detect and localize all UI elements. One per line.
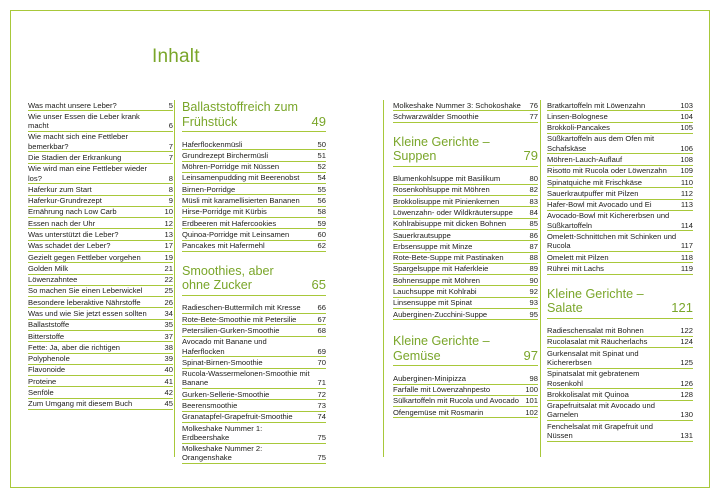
toc-entry-page: 21 [164,263,173,273]
toc-entry-page: 42 [164,387,173,397]
toc-entry-page: 84 [529,208,538,217]
toc-entry [547,134,693,155]
toc-entry-page: 122 [680,326,693,336]
toc-entry-title: Petersilien-Gurken-Smoothie [182,325,280,335]
toc-entry [182,218,326,229]
toc-entry [182,303,326,314]
toc-entry-page: 95 [529,309,538,319]
toc-entry [547,252,693,263]
toc-entry-title: Was macht unsere Leber? [28,100,117,110]
toc-entry [547,154,693,165]
toc-section [547,287,693,442]
toc-entry-title: Rote-Bete-Suppe mit Pastinaken [393,253,504,263]
toc-entry [547,166,693,177]
toc-entry [393,309,538,320]
toc-entry-title: Löwenzahntee [28,275,78,285]
toc-entry-page: 17 [164,241,173,251]
toc-entry [182,325,326,336]
toc-entry-title: Was und wie Sie jetzt essen sollten [28,308,147,318]
toc-entry-page: 8 [168,184,173,194]
toc-entry-title: Grapefruitsalat mit Avocado und Garnelen [547,401,655,420]
toc-entry-title: Molkeshake Nummer 3: Schokoshake [393,100,521,110]
toc-entry-page: 101 [525,396,538,406]
toc-entry-page: 117 [680,241,693,251]
toc-entry-title: Bitterstoffe [28,331,65,341]
page-title: Inhalt [152,46,200,67]
toc-entry [28,297,173,308]
toc-entry [182,337,326,358]
toc-entry-page: 52 [317,162,326,172]
toc-entry [28,331,173,342]
section-page-number: 121 [671,300,693,316]
toc-entry [547,188,693,199]
toc-entry-page: 106 [680,143,693,153]
column-divider [174,100,175,457]
toc-entry [547,389,693,400]
toc-entry [28,196,173,207]
toc-entry-page: 109 [680,166,693,176]
toc-entry-title: So machen Sie einen Leberwickel [28,286,143,296]
toc-entry-page: 69 [317,346,326,356]
toc-entry-page: 56 [317,196,326,205]
section-title: Kleine Gerichte – Suppen [393,134,490,164]
toc-entry [393,253,538,264]
toc-entry-title: Risotto mit Rucola oder Löwenzahn [547,166,667,176]
toc-entry-title: Brokkoli-Pancakes [547,123,610,133]
toc-entry-title: Avocado-Bowl mit Kichererbsen und Süßkartoffeln [547,211,670,230]
toc-entry-title: Fenchelsalat mit Grapefruit und Nüssen [547,421,653,441]
toc-entry [393,196,538,207]
toc-entry-page: 118 [680,252,693,262]
toc-entry-page: 37 [164,331,173,341]
toc-entry-title: Omelett mit Pilzen [547,252,609,262]
toc-entry [28,164,173,185]
toc-entry-title: Proteine [28,376,57,386]
toc-entry [28,286,173,297]
toc-entry-title: Spinatsalat mit gebratenem Rosenkohl [547,369,640,388]
toc-entry-title: Schwarzwälder Smoothie [393,111,479,121]
toc-entry [547,326,693,337]
toc-entry-page: 92 [529,286,538,296]
toc-entry [547,100,693,111]
toc-entry [182,162,326,173]
toc-entry-page: 5 [168,100,173,110]
toc-column-2 [182,100,326,464]
toc-entry [182,412,326,423]
toc-entry [182,150,326,161]
toc-column-3 [393,100,538,418]
toc-entry [28,308,173,319]
toc-entry-page: 13 [164,230,173,240]
toc-entry-page: 108 [680,155,693,165]
toc-entry-title: Rührei mit Lachs [547,263,604,273]
toc-entry-title: Die Stadien der Erkrankung [28,153,122,163]
toc-entry-title: Granatapfel-Grapefruit-Smoothie [182,412,293,422]
toc-entry [182,314,326,325]
toc-entry [393,373,538,384]
toc-entry [393,385,538,396]
toc-entry [393,100,538,111]
toc-entry-page: 26 [164,297,173,307]
toc-entry-page: 66 [317,303,326,313]
toc-entry-page: 71 [317,378,326,388]
toc-entry-title: Müsli mit karamellisierten Bananen [182,196,300,205]
toc-entry [28,320,173,331]
toc-entry-title: Gurkensalat mit Spinat und Kichererbsen [547,348,639,367]
toc-entry-page: 86 [529,230,538,240]
toc-entry [28,152,173,163]
toc-entry-page: 41 [164,376,173,386]
section-page-number: 97 [523,347,538,363]
toc-entry-page: 114 [680,220,693,230]
section-page-number: 65 [311,277,326,293]
toc-entry [182,195,326,206]
toc-entry [28,241,173,252]
toc-entry-page: 10 [164,207,173,217]
toc-entry-page: 9 [168,196,173,206]
toc-entry-page: 82 [529,185,538,195]
toc-entry-title: Radieschen-Buttermilch mit Kresse [182,303,301,313]
toc-entry [393,407,538,418]
toc-entry-title: Essen nach der Uhr [28,218,96,228]
toc-entry [182,444,326,465]
section-heading [393,334,538,366]
toc-entry-page: 88 [529,253,538,263]
toc-entry [547,123,693,134]
toc-entry-page: 73 [317,400,326,410]
toc-entry [28,365,173,376]
toc-entry-title: Wie unser Essen die Leber krank macht [28,111,140,131]
toc-entry [182,423,326,444]
toc-entry-title: Spinat-Birnen-Smoothie [182,357,263,367]
toc-entry-page: 76 [529,100,538,110]
toc-entry-page: 124 [680,337,693,347]
toc-entry-title: Molkeshake Nummer 1: Erdbeershake [182,423,263,442]
toc-entry [28,342,173,353]
section-title: Kleine Gerichte – Gemüse [393,334,490,363]
toc-entry-title: Polyphenole [28,354,70,364]
toc-entry-page: 19 [164,252,173,262]
toc-entry-title: Linsen-Bolognese [547,111,608,121]
toc-entry-page: 35 [164,320,173,330]
toc-entry-title: Möhren-Porridge mit Nüssen [182,162,280,172]
toc-entry [182,369,326,390]
toc-entry [28,229,173,240]
toc-section [547,100,693,275]
toc-entry-page: 90 [529,275,538,285]
toc-entry [547,369,693,390]
section-title: Ballaststoffreich zum Frühstück [182,100,298,129]
toc-entry-title: Bratkartoffeln mit Löwenzahn [547,100,646,110]
toc-entry-title: Auberginen-Zucchini-Suppe [393,309,488,319]
toc-entry [182,173,326,184]
toc-entry-page: 75 [317,453,326,463]
toc-entry [547,211,693,232]
toc-entry-title: Sauerkrautpuffer mit Pilzen [547,188,639,198]
toc-entry [182,357,326,368]
toc-entry-page: 89 [529,264,538,274]
toc-column-4 [547,100,693,442]
toc-entry-page: 87 [529,241,538,251]
toc-entry-title: Erbsensuppe mit Minze [393,241,473,251]
section-heading [393,135,538,167]
toc-entry [393,275,538,286]
toc-entry-page: 6 [168,121,173,131]
toc-entry-title: Kohlrabisuppe mit dicken Bohnen [393,219,507,229]
toc-entry-page: 77 [529,111,538,121]
toc-entry-title: Grundrezept Birchermüsli [182,150,269,160]
toc-entry [547,421,693,442]
toc-entry-page: 50 [317,139,326,149]
toc-entry-page: 105 [680,123,693,133]
toc-entry-page: 128 [680,389,693,399]
toc-entry-page: 54 [317,173,326,183]
toc-entry-page: 40 [164,365,173,375]
toc-entry-title: Löwenzahn- oder Wildkräutersuppe [393,208,513,217]
toc-entry-title: Möhren-Lauch-Auflauf [547,155,623,165]
toc-entry-title: Wie wird man eine Fettleber wieder los? [28,164,148,183]
toc-entry-page: 38 [164,342,173,352]
toc-entry-title: Farfalle mit Löwenzahnpesto [393,385,491,395]
section-title: Kleine Gerichte – Salate [547,286,644,316]
toc-entry [547,177,693,188]
toc-entry [28,111,173,132]
toc-entry [547,231,693,252]
toc-entry [182,241,326,252]
toc-entry-title: Hafer-Bowl mit Avocado und Ei [547,200,652,210]
toc-entry [393,219,538,230]
toc-entry [547,337,693,348]
toc-entry-title: Spinatquiche mit Frischkäse [547,177,642,187]
toc-entry-title: Was schadet der Leber? [28,241,111,251]
toc-entry-title: Quinoa-Porridge mit Leinsamen [182,229,290,239]
toc-section [393,135,538,321]
toc-entry-title: Pancakes mit Hafermehl [182,241,265,251]
toc-entry-title: Auberginen-Minipizza [393,373,467,383]
toc-entry-title: Haferkur zum Start [28,184,92,194]
toc-entry [28,354,173,365]
toc-entry [28,184,173,195]
toc-entry [547,111,693,122]
toc-entry-page: 130 [680,410,693,420]
toc-section [393,100,538,123]
toc-entry-title: Was unterstützt die Leber? [28,230,119,240]
toc-entry [28,132,173,153]
toc-entry [28,387,173,398]
toc-entry-title: Gezielt gegen Fettleber vorgehen [28,252,141,262]
toc-entry-page: 126 [680,378,693,388]
toc-entry [182,229,326,240]
toc-entry-title: Linsensuppe mit Spinat [393,298,472,308]
toc-entry-page: 72 [317,389,326,399]
toc-entry [393,298,538,309]
toc-entry-title: Haferflockenmüsli [182,139,243,149]
toc-entry-page: 39 [164,354,173,364]
toc-entry-page: 45 [164,399,173,409]
toc-entry [393,264,538,275]
toc-section [182,100,326,252]
toc-entry [182,400,326,411]
toc-entry-title: Ballaststoffe [28,320,70,330]
toc-entry [28,376,173,387]
column-divider [383,100,384,457]
toc-entry-page: 22 [164,275,173,285]
toc-entry-page: 7 [168,141,173,151]
toc-entry [547,401,693,422]
toc-entry-page: 34 [164,308,173,318]
toc-entry-page: 110 [680,177,693,187]
toc-entry-page: 62 [317,241,326,251]
toc-entry-page: 51 [317,150,326,160]
toc-entry-page: 8 [168,173,173,183]
toc-entry-title: Avocado mit Banane und Haferflocken [182,337,267,356]
toc-entry [393,396,538,407]
toc-entry-page: 67 [317,314,326,324]
toc-entry-page: 75 [317,432,326,442]
toc-entry-title: Beerensmoothie [182,400,238,410]
toc-entry-page: 119 [680,263,693,273]
toc-entry-page: 7 [168,153,173,163]
toc-entry [393,111,538,122]
toc-entry-title: Molkeshake Nummer 2: Orangenshake [182,444,263,463]
toc-entry-title: Golden Milk [28,263,69,273]
toc-entry [28,100,173,111]
toc-entry-page: 58 [317,207,326,217]
toc-entry [28,399,173,410]
toc-entry [393,185,538,196]
toc-entry-page: 100 [525,385,538,395]
toc-entry-title: Fette: Ja, aber die richtigen [28,342,121,352]
toc-entry-page: 59 [317,218,326,228]
toc-entry-title: Haferkur-Grundrezept [28,196,102,206]
toc-entry-page: 85 [529,219,538,229]
toc-entry-page: 131 [680,431,693,441]
toc-entry-title: Senföle [28,387,54,397]
toc-entry-title: Besondere leberaktive Nährstoffe [28,297,141,307]
toc-entry-title: Zum Umgang mit diesem Buch [28,399,133,409]
toc-entry-title: Erdbeeren mit Hafercookies [182,218,277,228]
toc-entry-title: Bohnensuppe mit Möhren [393,275,480,285]
toc-entry-title: Rote-Bete-Smoothie mit Petersilie [182,314,297,324]
toc-entry-page: 68 [317,325,326,335]
toc-section [393,334,538,418]
toc-entry-title: Omelett-Schnittchen mit Schinken und Rucola [547,232,677,251]
toc-entry-page: 104 [680,111,693,121]
toc-entry-title: Brokkolisuppe mit Pinienkernen [393,196,500,206]
toc-entry [393,241,538,252]
toc-entry-title: Hirse-Porridge mit Kürbis [182,207,267,217]
toc-entry-page: 98 [529,373,538,383]
section-heading [547,287,693,319]
toc-entry [182,389,326,400]
section-heading [182,100,326,132]
section-page-number: 79 [523,148,538,164]
toc-entry-title: Blumenkohlsuppe mit Basilikum [393,174,501,184]
toc-entry [547,263,693,274]
toc-entry-title: Spargelsuppe mit Haferkleie [393,264,489,274]
toc-entry-page: 70 [317,357,326,367]
toc-entry-page: 103 [680,100,693,110]
toc-entry-title: Rosenkohlsuppe mit Möhren [393,185,490,195]
toc-entry-page: 125 [680,358,693,367]
toc-entry [393,174,538,185]
toc-entry-page: 93 [529,298,538,308]
toc-entry-title: Süßkartoffeln aus dem Ofen mit Schafskäse [547,134,655,153]
section-heading [182,264,326,296]
toc-entry-page: 12 [164,218,173,228]
toc-entry-title: Radieschensalat mit Bohnen [547,326,644,336]
toc-entry-page: 55 [317,184,326,194]
toc-entry-title: Rucolasalat mit Räucherlachs [547,337,648,347]
toc-entry [182,139,326,150]
toc-column-1 [28,100,173,410]
toc-entry-title: Lauchsuppe mit Kohlrabi [393,286,477,296]
toc-entry-title: Ernährung nach Low Carb [28,207,117,217]
column-divider [540,100,541,457]
toc-entry-page: 83 [529,196,538,206]
toc-entry-title: Gurken-Sellerie-Smoothie [182,389,270,399]
toc-entry-title: Leinsamenpudding mit Beerenobst [182,173,300,183]
toc-entry-title: Rucola-Wassermelonen-Smoothie mit Banane [182,369,310,388]
section-page-number: 49 [311,113,326,129]
toc-entry [393,230,538,241]
toc-entry [547,200,693,211]
toc-entry-page: 80 [529,174,538,184]
section-title: Smoothies, aber ohne Zucker [182,263,274,293]
toc-entry-title: Flavonoide [28,365,66,375]
toc-entry-page: 113 [680,200,693,210]
toc-entry-title: Brokkolisalat mit Quinoa [547,389,629,399]
toc-entry [393,207,538,218]
toc-entry-page: 112 [680,188,693,198]
toc-entry [182,184,326,195]
toc-entry [28,218,173,229]
toc-entry-page: 60 [317,229,326,239]
toc-entry [182,207,326,218]
toc-entry-title: Birnen-Porridge [182,184,236,194]
toc-entry [393,286,538,297]
toc-entry-title: Sauerkrautsuppe [393,230,451,240]
toc-entry-title: Wie macht sich eine Fettleber bemerkbar? [28,132,129,151]
toc-entry-page: 74 [317,412,326,422]
toc-entry [28,275,173,286]
toc-section [182,264,326,464]
toc-entry [547,348,693,369]
toc-entry [28,263,173,274]
toc-entry-page: 102 [525,407,538,417]
toc-entry [28,252,173,263]
toc-section [28,100,173,410]
toc-entry-title: Sülkartoffeln mit Rucola und Avocado [393,396,519,406]
toc-entry-page: 25 [164,286,173,296]
toc-entry [28,207,173,218]
toc-entry-title: Ofengemüse mit Rosmarin [393,407,484,417]
